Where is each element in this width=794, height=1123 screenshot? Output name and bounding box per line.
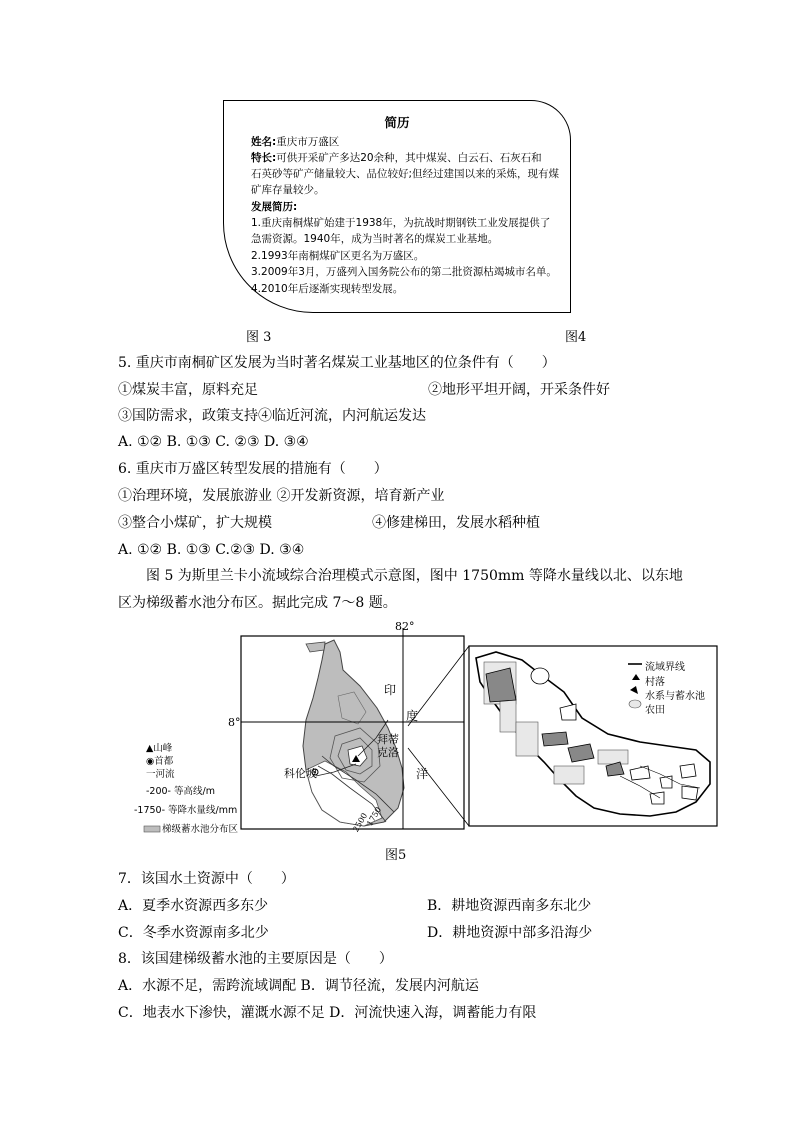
resume-title: 简历 bbox=[384, 115, 410, 130]
q7-option-b: B．耕地资源西南多东北少 bbox=[427, 898, 592, 914]
inset-legend-village: 村落 bbox=[645, 677, 665, 688]
q7-stem: 7．该国水土资源中（ ） bbox=[118, 871, 295, 887]
legend-capital: ◉首都 bbox=[146, 756, 174, 767]
q6-option-3: ③整合小煤矿，扩大规模 bbox=[118, 515, 272, 531]
q6-option-4: ④修建梯田，发展水稻种植 bbox=[372, 515, 540, 531]
q7-option-c: C．冬季水资源南多北少 bbox=[118, 925, 269, 941]
intro-line1: 图 5 为斯里兰卡小流域综合治理模式示意图，图中 1750mm 等降水量线以北、以东地 bbox=[146, 568, 683, 584]
q6-choices: A. ①② B. ①③ C.②③ D. ③④ bbox=[118, 542, 305, 558]
intro-line2: 区为梯级蓄水池分布区。据此完成 7～8 题。 bbox=[118, 595, 397, 611]
q7-option-d: D．耕地资源中部多沿海少 bbox=[427, 925, 593, 941]
colombo-label: 科伦坡 bbox=[284, 767, 317, 780]
ocean-label-2: 度 bbox=[406, 709, 419, 723]
fig5-caption: 图5 bbox=[385, 848, 407, 863]
resume-spec-line2: 石英砂等矿产储量较大、品位较好;但经过建国以来的采炼，现有煤 bbox=[251, 168, 560, 180]
ocean-label-3: 洋 bbox=[416, 767, 429, 781]
inset-legend-field: 农田 bbox=[645, 705, 665, 716]
resume-dev-item: 2.1993年南桐煤矿区更名为万盛区。 bbox=[251, 250, 425, 262]
q6-stem: 6. 重庆市万盛区转型发展的措施有（ ） bbox=[118, 461, 388, 477]
isohyet-1750-label: 1750 bbox=[365, 805, 384, 828]
batticaloa-label: 拜蒂 克洛 bbox=[377, 733, 399, 759]
q6-options-12: ①治理环境，发展旅游业 ②开发新资源，培育新产业 bbox=[118, 488, 445, 504]
legend-peak: ▲山峰 bbox=[146, 743, 173, 754]
resume-dev-item: 3.2009年3月，万盛列入国务院公布的第二批资源枯竭城市名单。 bbox=[251, 266, 557, 278]
q5-option-2: ②地形平坦开阔，开采条件好 bbox=[428, 382, 610, 398]
q7-option-a: A．夏季水资源西多东少 bbox=[118, 898, 269, 914]
legend-area: 梯级蓄水池分布区 bbox=[162, 824, 239, 835]
fig3-caption: 图 3 bbox=[246, 330, 272, 345]
q8-options-cd: C．地表水下渗快，灌溉水源不足 D．河流快速入海，调蓄能力有限 bbox=[118, 1005, 537, 1021]
inset-legend-boundary: 流域界线 bbox=[645, 662, 685, 673]
resume-dev-item: 急需资源。1940年，成为当时著名的煤炭工业基地。 bbox=[251, 233, 499, 245]
inset-legend-water: 水系与蓄水池 bbox=[645, 691, 705, 702]
resume-name-line: 姓名:重庆市万盛区 bbox=[251, 136, 340, 148]
latitude-label: 8° bbox=[228, 716, 241, 729]
q5-stem: 5. 重庆市南桐矿区发展为当时著名煤炭工业基地区的位条件有（ ） bbox=[118, 355, 556, 371]
legend-isohyet: -1750- 等降水量线/mm bbox=[134, 805, 238, 816]
resume-box bbox=[223, 100, 571, 313]
legend-river: 一河流 bbox=[146, 769, 175, 780]
isohyet-2500-label: 2500 bbox=[351, 811, 370, 834]
resume-dev-item: 1.重庆南桐煤矿始建于1938年，为抗战时期钢铁工业发展提供了 bbox=[251, 217, 551, 229]
resume-dev-label: 发展简历: bbox=[251, 201, 298, 213]
longitude-label: 82° bbox=[395, 620, 415, 633]
resume-spec-line1: 特长:可供开采矿产多达20余种，其中煤炭、白云石、石灰石和 bbox=[251, 152, 542, 164]
fig4-caption: 图4 bbox=[565, 330, 587, 345]
q8-options-ab: A．水源不足，需跨流域调配 B．调节径流，发展内河航运 bbox=[118, 978, 479, 994]
q8-stem: 8．该国建梯级蓄水池的主要原因是（ ） bbox=[118, 951, 393, 967]
q5-option-1: ①煤炭丰富，原料充足 bbox=[118, 382, 258, 398]
resume-spec-line3: 矿库存量较少。 bbox=[251, 184, 325, 196]
q5-option-3: ③国防需求，政策支持④临近河流，内河航运发达 bbox=[118, 408, 426, 424]
resume-dev-item: 4.2010年后逐渐实现转型发展。 bbox=[251, 283, 404, 295]
ocean-label-1: 印 bbox=[384, 683, 397, 697]
q5-choices: A. ①② B. ①③ C. ②③ D. ③④ bbox=[118, 434, 309, 450]
legend-contour: -200- 等高线/m bbox=[146, 786, 215, 797]
